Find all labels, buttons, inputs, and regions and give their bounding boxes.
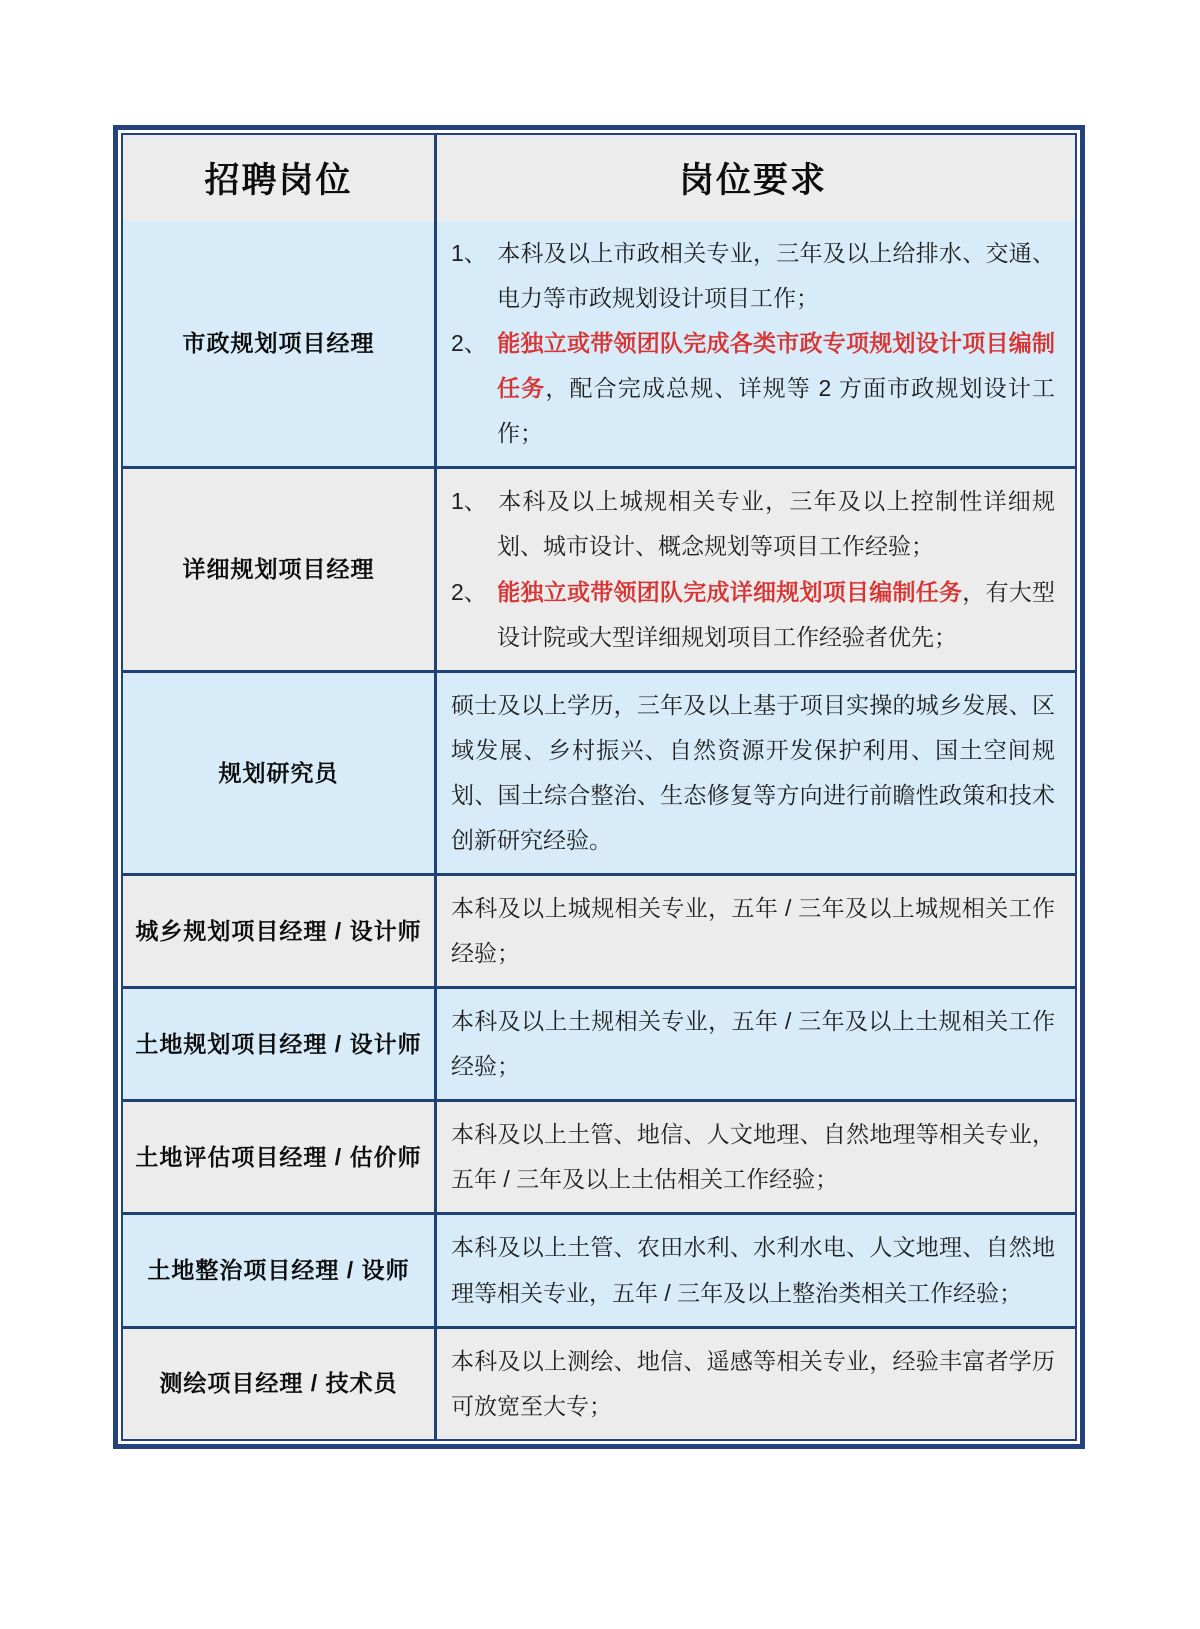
position-cell xyxy=(123,469,437,669)
requirements-cell xyxy=(437,1102,1075,1212)
table-row xyxy=(123,670,1075,873)
position-cell xyxy=(123,876,437,986)
table-row xyxy=(123,1212,1075,1325)
header-position-label: 招聘岗位 xyxy=(204,161,353,200)
item-marker: 1、 xyxy=(451,240,487,266)
requirement-text: 本科及以上土规相关专业，五年 / 三年及以上土规相关工作经验； xyxy=(451,1008,1055,1080)
highlight-red-text: 能独立或带领团队完成详细规划项目编制任务 xyxy=(497,578,963,605)
position-label: 土地整治项目经理 / 设师 xyxy=(147,1257,410,1284)
position-label: 测绘项目经理 / 技术员 xyxy=(159,1370,398,1397)
requirement-text: 硕士及以上学历，三年及以上基于项目实操的城乡发展、区域发展、乡村振兴、自然资源开发保护利用、国土空间规划、国土综合整治、生态修复等方向进行前瞻性政策和技术创新研究经验。 xyxy=(451,691,1055,853)
position-cell xyxy=(123,1215,437,1325)
requirement-item xyxy=(451,886,1055,976)
requirement-item xyxy=(451,570,1055,660)
item-marker: 2、 xyxy=(451,330,487,357)
requirement-item xyxy=(451,1225,1055,1315)
table-row xyxy=(123,221,1075,466)
position-label: 土地规划项目经理 / 设计师 xyxy=(135,1031,422,1057)
requirement-text: 本科及以上城规相关专业，五年 / 三年及以上城规相关工作经验； xyxy=(451,895,1055,967)
requirement-text: ，有大型设计院或大型详细规划项目工作经验者优先； xyxy=(497,578,1055,650)
position-label: 市政规划项目经理 xyxy=(182,330,375,357)
header-position-cell xyxy=(123,135,437,221)
table-row xyxy=(123,1326,1075,1439)
position-cell xyxy=(123,1329,437,1439)
position-cell xyxy=(123,673,437,873)
requirement-item xyxy=(451,231,1055,321)
highlight-red-text: 能独立或带领团队完成各类市政专项规划设计项目编制任务 xyxy=(497,330,1055,402)
requirement-text: 本科及以上城规相关专业，三年及以上控制性详细规划、城市设计、概念规划等项目工作经验； xyxy=(497,488,1055,560)
requirement-text: ，配合完成总规、详规等 2 方面市政规划设计工作； xyxy=(497,375,1056,447)
item-marker: 2、 xyxy=(451,578,487,605)
requirements-cell xyxy=(437,469,1075,669)
requirements-cell xyxy=(437,876,1075,986)
requirement-item xyxy=(451,479,1055,569)
position-cell xyxy=(123,1102,437,1212)
table-body xyxy=(123,221,1075,1439)
table-row xyxy=(123,873,1075,986)
requirements-cell xyxy=(437,673,1075,873)
table-row xyxy=(123,986,1075,1099)
requirement-text: 本科及以上土管、农田水利、水利水电、人文地理、自然地理等相关专业，五年 / 三年及以上整治类相关工作经验； xyxy=(451,1234,1055,1306)
requirements-cell xyxy=(437,1329,1075,1439)
header-requirements-label: 岗位要求 xyxy=(678,161,827,200)
table-header-row xyxy=(123,135,1075,221)
item-marker: 1、 xyxy=(451,488,487,515)
recruitment-table-inner xyxy=(121,133,1077,1441)
requirement-item xyxy=(451,1112,1055,1202)
requirement-item xyxy=(451,999,1055,1089)
requirement-item xyxy=(451,321,1055,456)
requirement-item xyxy=(451,683,1055,863)
position-label: 规划研究员 xyxy=(218,759,339,786)
requirements-cell xyxy=(437,1215,1075,1325)
table-row xyxy=(123,1099,1075,1212)
requirements-cell xyxy=(437,221,1075,466)
position-label: 土地评估项目经理 / 估价师 xyxy=(135,1144,422,1171)
table-row xyxy=(123,466,1075,669)
requirements-cell xyxy=(437,989,1075,1099)
requirement-text: 本科及以上土管、地信、人文地理、自然地理等相关专业，五年 / 三年及以上土估相关工作经验； xyxy=(451,1121,1055,1193)
requirement-item xyxy=(451,1339,1055,1429)
position-cell xyxy=(123,221,437,466)
requirement-text: 本科及以上测绘、地信、遥感等相关专业，经验丰富者学历可放宽至大专； xyxy=(451,1347,1055,1419)
recruitment-table xyxy=(113,125,1085,1449)
position-label: 详细规划项目经理 xyxy=(182,556,375,583)
requirement-text: 本科及以上市政相关专业，三年及以上给排水、交通、电力等市政规划设计项目工作； xyxy=(497,240,1055,312)
header-requirements-cell xyxy=(437,135,1075,221)
position-label: 城乡规划项目经理 / 设计师 xyxy=(135,917,422,944)
position-cell xyxy=(123,989,437,1099)
